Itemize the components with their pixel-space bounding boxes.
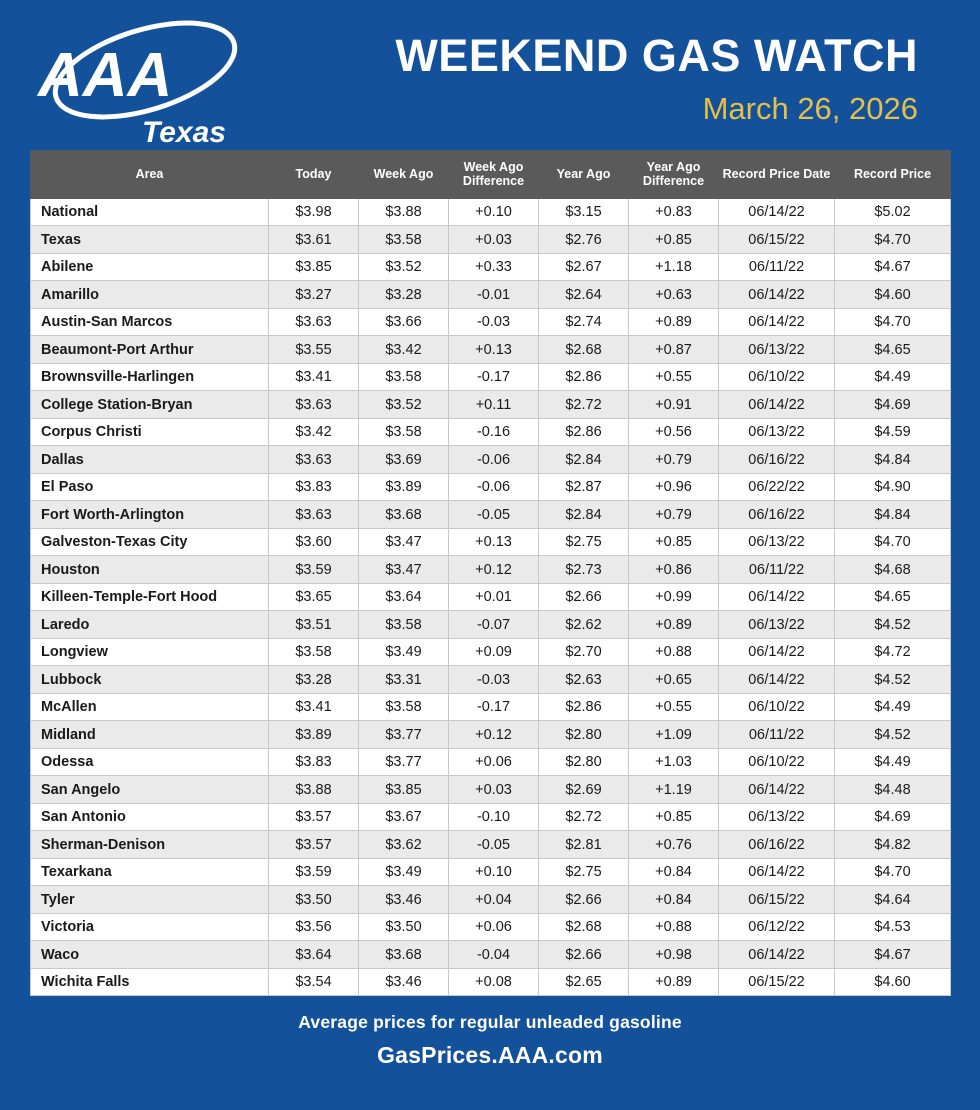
cell-area: El Paso bbox=[31, 473, 269, 501]
table-row bbox=[31, 721, 951, 749]
cell-week-ago: $3.31 bbox=[359, 666, 449, 694]
cell-record-price: $4.53 bbox=[835, 913, 951, 941]
cell-record-price-date: 06/14/22 bbox=[719, 308, 835, 336]
cell-year-ago-difference: +0.84 bbox=[629, 886, 719, 914]
cell-area: Midland bbox=[31, 721, 269, 749]
cell-week-ago-difference: +0.06 bbox=[449, 748, 539, 776]
cell-year-ago-difference: +0.56 bbox=[629, 418, 719, 446]
cell-year-ago-difference: +0.86 bbox=[629, 556, 719, 584]
cell-week-ago: $3.28 bbox=[359, 281, 449, 309]
cell-week-ago-difference: -0.07 bbox=[449, 611, 539, 639]
cell-area: San Antonio bbox=[31, 803, 269, 831]
cell-record-price-date: 06/12/22 bbox=[719, 913, 835, 941]
cell-record-price-date: 06/16/22 bbox=[719, 501, 835, 529]
cell-record-price: $4.64 bbox=[835, 886, 951, 914]
cell-today: $3.89 bbox=[269, 721, 359, 749]
cell-today: $3.88 bbox=[269, 776, 359, 804]
cell-week-ago-difference: -0.05 bbox=[449, 831, 539, 859]
cell-week-ago: $3.47 bbox=[359, 556, 449, 584]
cell-year-ago: $2.64 bbox=[539, 281, 629, 309]
cell-year-ago-difference: +0.91 bbox=[629, 391, 719, 419]
cell-week-ago: $3.58 bbox=[359, 611, 449, 639]
cell-area: Waco bbox=[31, 941, 269, 969]
cell-area: College Station-Bryan bbox=[31, 391, 269, 419]
cell-year-ago: $2.69 bbox=[539, 776, 629, 804]
cell-year-ago: $2.75 bbox=[539, 528, 629, 556]
cell-week-ago-difference: +0.03 bbox=[449, 776, 539, 804]
cell-today: $3.41 bbox=[269, 363, 359, 391]
cell-year-ago-difference: +0.85 bbox=[629, 528, 719, 556]
cell-record-price: $4.49 bbox=[835, 693, 951, 721]
cell-week-ago-difference: -0.17 bbox=[449, 693, 539, 721]
column-header-week-ago: Week Ago bbox=[359, 151, 449, 199]
cell-year-ago: $2.63 bbox=[539, 666, 629, 694]
cell-week-ago-difference: -0.16 bbox=[449, 418, 539, 446]
cell-record-price-date: 06/14/22 bbox=[719, 858, 835, 886]
cell-today: $3.60 bbox=[269, 528, 359, 556]
cell-year-ago: $2.67 bbox=[539, 253, 629, 281]
cell-record-price: $4.84 bbox=[835, 501, 951, 529]
cell-year-ago: $2.87 bbox=[539, 473, 629, 501]
cell-week-ago: $3.66 bbox=[359, 308, 449, 336]
cell-year-ago-difference: +0.83 bbox=[629, 198, 719, 226]
table-row bbox=[31, 308, 951, 336]
svg-text:AAA: AAA bbox=[38, 41, 173, 110]
gas-price-table-wrap bbox=[30, 150, 950, 996]
table-row bbox=[31, 418, 951, 446]
cell-area: National bbox=[31, 198, 269, 226]
cell-today: $3.57 bbox=[269, 803, 359, 831]
table-row bbox=[31, 253, 951, 281]
cell-record-price-date: 06/14/22 bbox=[719, 776, 835, 804]
cell-year-ago-difference: +0.99 bbox=[629, 583, 719, 611]
cell-record-price: $4.60 bbox=[835, 968, 951, 996]
cell-record-price-date: 06/14/22 bbox=[719, 281, 835, 309]
cell-today: $3.42 bbox=[269, 418, 359, 446]
cell-year-ago: $2.80 bbox=[539, 748, 629, 776]
aaa-texas-logo bbox=[30, 18, 280, 148]
cell-today: $3.50 bbox=[269, 886, 359, 914]
cell-area: Killeen-Temple-Fort Hood bbox=[31, 583, 269, 611]
cell-week-ago-difference: +0.12 bbox=[449, 721, 539, 749]
cell-record-price: $4.70 bbox=[835, 858, 951, 886]
cell-year-ago: $2.86 bbox=[539, 363, 629, 391]
cell-year-ago: $2.74 bbox=[539, 308, 629, 336]
cell-today: $3.28 bbox=[269, 666, 359, 694]
cell-today: $3.98 bbox=[269, 198, 359, 226]
cell-year-ago-difference: +0.89 bbox=[629, 968, 719, 996]
column-header-week-ago-difference: Week Ago Difference bbox=[449, 151, 539, 199]
title-block bbox=[280, 18, 950, 127]
table-row bbox=[31, 363, 951, 391]
cell-week-ago: $3.42 bbox=[359, 336, 449, 364]
cell-record-price-date: 06/14/22 bbox=[719, 583, 835, 611]
column-header-year-ago-difference: Year Ago Difference bbox=[629, 151, 719, 199]
cell-year-ago-difference: +0.89 bbox=[629, 611, 719, 639]
cell-year-ago: $2.86 bbox=[539, 693, 629, 721]
column-header-year-ago: Year Ago bbox=[539, 151, 629, 199]
cell-week-ago-difference: +0.10 bbox=[449, 858, 539, 886]
cell-record-price-date: 06/13/22 bbox=[719, 418, 835, 446]
cell-area: Dallas bbox=[31, 446, 269, 474]
cell-year-ago-difference: +0.89 bbox=[629, 308, 719, 336]
cell-year-ago: $2.81 bbox=[539, 831, 629, 859]
cell-year-ago-difference: +0.87 bbox=[629, 336, 719, 364]
cell-area: Amarillo bbox=[31, 281, 269, 309]
cell-record-price-date: 06/14/22 bbox=[719, 198, 835, 226]
cell-record-price: $4.70 bbox=[835, 528, 951, 556]
cell-area: Beaumont-Port Arthur bbox=[31, 336, 269, 364]
cell-year-ago: $2.66 bbox=[539, 583, 629, 611]
cell-today: $3.56 bbox=[269, 913, 359, 941]
cell-year-ago: $2.66 bbox=[539, 886, 629, 914]
cell-area: San Angelo bbox=[31, 776, 269, 804]
table-row bbox=[31, 803, 951, 831]
cell-today: $3.63 bbox=[269, 308, 359, 336]
cell-area: Fort Worth-Arlington bbox=[31, 501, 269, 529]
cell-today: $3.59 bbox=[269, 556, 359, 584]
table-row bbox=[31, 528, 951, 556]
cell-area: Brownsville-Harlingen bbox=[31, 363, 269, 391]
cell-today: $3.65 bbox=[269, 583, 359, 611]
cell-today: $3.83 bbox=[269, 473, 359, 501]
cell-record-price-date: 06/15/22 bbox=[719, 226, 835, 254]
cell-year-ago: $2.72 bbox=[539, 803, 629, 831]
cell-week-ago: $3.58 bbox=[359, 226, 449, 254]
cell-record-price: $4.67 bbox=[835, 253, 951, 281]
table-row bbox=[31, 336, 951, 364]
cell-record-price-date: 06/14/22 bbox=[719, 391, 835, 419]
cell-week-ago: $3.46 bbox=[359, 968, 449, 996]
cell-record-price-date: 06/10/22 bbox=[719, 693, 835, 721]
gas-price-table bbox=[30, 150, 951, 996]
cell-week-ago-difference: +0.11 bbox=[449, 391, 539, 419]
cell-record-price: $4.59 bbox=[835, 418, 951, 446]
cell-week-ago: $3.49 bbox=[359, 858, 449, 886]
cell-area: Victoria bbox=[31, 913, 269, 941]
cell-area: Corpus Christi bbox=[31, 418, 269, 446]
cell-area: McAllen bbox=[31, 693, 269, 721]
cell-year-ago: $2.84 bbox=[539, 501, 629, 529]
cell-year-ago-difference: +0.63 bbox=[629, 281, 719, 309]
cell-year-ago-difference: +0.88 bbox=[629, 913, 719, 941]
cell-record-price: $4.90 bbox=[835, 473, 951, 501]
cell-week-ago: $3.52 bbox=[359, 391, 449, 419]
cell-year-ago: $2.76 bbox=[539, 226, 629, 254]
cell-today: $3.41 bbox=[269, 693, 359, 721]
cell-year-ago-difference: +1.03 bbox=[629, 748, 719, 776]
page-footer bbox=[0, 1012, 980, 1069]
cell-year-ago-difference: +0.85 bbox=[629, 226, 719, 254]
cell-area: Houston bbox=[31, 556, 269, 584]
column-header-area: Area bbox=[31, 151, 269, 199]
cell-record-price: $4.52 bbox=[835, 611, 951, 639]
cell-year-ago: $2.80 bbox=[539, 721, 629, 749]
cell-record-price-date: 06/11/22 bbox=[719, 721, 835, 749]
table-header bbox=[31, 151, 951, 199]
table-row bbox=[31, 446, 951, 474]
cell-area: Sherman-Denison bbox=[31, 831, 269, 859]
cell-year-ago: $2.70 bbox=[539, 638, 629, 666]
cell-today: $3.58 bbox=[269, 638, 359, 666]
cell-today: $3.83 bbox=[269, 748, 359, 776]
cell-year-ago: $2.72 bbox=[539, 391, 629, 419]
column-header-today: Today bbox=[269, 151, 359, 199]
cell-record-price-date: 06/10/22 bbox=[719, 363, 835, 391]
cell-week-ago-difference: +0.08 bbox=[449, 968, 539, 996]
cell-record-price: $4.84 bbox=[835, 446, 951, 474]
table-row bbox=[31, 226, 951, 254]
cell-record-price-date: 06/15/22 bbox=[719, 968, 835, 996]
cell-week-ago: $3.67 bbox=[359, 803, 449, 831]
table-row bbox=[31, 638, 951, 666]
cell-year-ago-difference: +0.85 bbox=[629, 803, 719, 831]
cell-week-ago-difference: +0.13 bbox=[449, 336, 539, 364]
cell-today: $3.63 bbox=[269, 446, 359, 474]
cell-area: Texarkana bbox=[31, 858, 269, 886]
cell-year-ago: $2.86 bbox=[539, 418, 629, 446]
cell-today: $3.61 bbox=[269, 226, 359, 254]
footer-note: Average prices for regular unleaded gasoline bbox=[298, 1012, 682, 1033]
table-row bbox=[31, 886, 951, 914]
cell-area: Laredo bbox=[31, 611, 269, 639]
cell-area: Tyler bbox=[31, 886, 269, 914]
cell-week-ago-difference: -0.03 bbox=[449, 666, 539, 694]
cell-year-ago: $2.66 bbox=[539, 941, 629, 969]
cell-week-ago: $3.68 bbox=[359, 941, 449, 969]
cell-area: Wichita Falls bbox=[31, 968, 269, 996]
cell-record-price: $4.52 bbox=[835, 721, 951, 749]
cell-record-price-date: 06/11/22 bbox=[719, 253, 835, 281]
cell-record-price-date: 06/13/22 bbox=[719, 336, 835, 364]
cell-today: $3.54 bbox=[269, 968, 359, 996]
cell-area: Galveston-Texas City bbox=[31, 528, 269, 556]
cell-year-ago-difference: +0.55 bbox=[629, 693, 719, 721]
cell-week-ago: $3.88 bbox=[359, 198, 449, 226]
cell-week-ago: $3.49 bbox=[359, 638, 449, 666]
cell-week-ago-difference: -0.06 bbox=[449, 446, 539, 474]
cell-today: $3.85 bbox=[269, 253, 359, 281]
cell-record-price: $5.02 bbox=[835, 198, 951, 226]
cell-area: Odessa bbox=[31, 748, 269, 776]
cell-year-ago: $2.75 bbox=[539, 858, 629, 886]
cell-record-price: $4.49 bbox=[835, 363, 951, 391]
table-row bbox=[31, 858, 951, 886]
footer-website: GasPrices.AAA.com bbox=[377, 1042, 603, 1069]
cell-record-price: $4.69 bbox=[835, 803, 951, 831]
table-header-row bbox=[31, 151, 951, 199]
cell-year-ago-difference: +0.79 bbox=[629, 501, 719, 529]
cell-year-ago: $2.62 bbox=[539, 611, 629, 639]
cell-week-ago: $3.58 bbox=[359, 693, 449, 721]
cell-record-price-date: 06/14/22 bbox=[719, 638, 835, 666]
table-row bbox=[31, 748, 951, 776]
column-header-record-price: Record Price bbox=[835, 151, 951, 199]
table-row bbox=[31, 391, 951, 419]
table-row bbox=[31, 611, 951, 639]
cell-record-price: $4.72 bbox=[835, 638, 951, 666]
cell-week-ago-difference: +0.03 bbox=[449, 226, 539, 254]
cell-year-ago: $2.65 bbox=[539, 968, 629, 996]
cell-record-price: $4.48 bbox=[835, 776, 951, 804]
cell-week-ago-difference: -0.04 bbox=[449, 941, 539, 969]
cell-year-ago: $2.84 bbox=[539, 446, 629, 474]
cell-week-ago-difference: +0.33 bbox=[449, 253, 539, 281]
table-row bbox=[31, 968, 951, 996]
cell-year-ago-difference: +0.88 bbox=[629, 638, 719, 666]
cell-week-ago: $3.46 bbox=[359, 886, 449, 914]
cell-today: $3.63 bbox=[269, 501, 359, 529]
cell-week-ago-difference: +0.04 bbox=[449, 886, 539, 914]
cell-week-ago: $3.89 bbox=[359, 473, 449, 501]
cell-week-ago: $3.50 bbox=[359, 913, 449, 941]
cell-week-ago: $3.77 bbox=[359, 748, 449, 776]
cell-year-ago-difference: +0.55 bbox=[629, 363, 719, 391]
cell-year-ago: $3.15 bbox=[539, 198, 629, 226]
cell-record-price-date: 06/14/22 bbox=[719, 666, 835, 694]
table-row bbox=[31, 501, 951, 529]
page-header bbox=[0, 0, 980, 150]
cell-week-ago-difference: -0.06 bbox=[449, 473, 539, 501]
cell-record-price-date: 06/15/22 bbox=[719, 886, 835, 914]
table-row bbox=[31, 583, 951, 611]
cell-today: $3.51 bbox=[269, 611, 359, 639]
cell-year-ago-difference: +1.09 bbox=[629, 721, 719, 749]
cell-today: $3.59 bbox=[269, 858, 359, 886]
cell-today: $3.55 bbox=[269, 336, 359, 364]
table-row bbox=[31, 831, 951, 859]
cell-week-ago-difference: -0.10 bbox=[449, 803, 539, 831]
cell-year-ago-difference: +0.98 bbox=[629, 941, 719, 969]
table-row bbox=[31, 776, 951, 804]
page-title: WEEKEND GAS WATCH bbox=[395, 30, 918, 81]
table-row bbox=[31, 556, 951, 584]
cell-year-ago: $2.68 bbox=[539, 913, 629, 941]
table-body bbox=[31, 198, 951, 996]
cell-today: $3.63 bbox=[269, 391, 359, 419]
table-row bbox=[31, 198, 951, 226]
cell-week-ago-difference: -0.03 bbox=[449, 308, 539, 336]
cell-area: Lubbock bbox=[31, 666, 269, 694]
cell-area: Longview bbox=[31, 638, 269, 666]
cell-record-price: $4.49 bbox=[835, 748, 951, 776]
table-row bbox=[31, 913, 951, 941]
cell-today: $3.64 bbox=[269, 941, 359, 969]
cell-record-price-date: 06/22/22 bbox=[719, 473, 835, 501]
table-row bbox=[31, 473, 951, 501]
cell-record-price-date: 06/16/22 bbox=[719, 831, 835, 859]
cell-record-price-date: 06/10/22 bbox=[719, 748, 835, 776]
cell-week-ago-difference: +0.09 bbox=[449, 638, 539, 666]
cell-today: $3.57 bbox=[269, 831, 359, 859]
cell-area: Austin-San Marcos bbox=[31, 308, 269, 336]
cell-record-price: $4.70 bbox=[835, 308, 951, 336]
cell-record-price: $4.65 bbox=[835, 336, 951, 364]
cell-year-ago-difference: +0.65 bbox=[629, 666, 719, 694]
report-date: March 26, 2026 bbox=[702, 91, 918, 127]
cell-today: $3.27 bbox=[269, 281, 359, 309]
cell-week-ago-difference: -0.01 bbox=[449, 281, 539, 309]
cell-record-price: $4.82 bbox=[835, 831, 951, 859]
cell-year-ago-difference: +0.84 bbox=[629, 858, 719, 886]
cell-record-price: $4.70 bbox=[835, 226, 951, 254]
cell-area: Texas bbox=[31, 226, 269, 254]
cell-week-ago: $3.77 bbox=[359, 721, 449, 749]
cell-week-ago: $3.62 bbox=[359, 831, 449, 859]
cell-record-price: $4.65 bbox=[835, 583, 951, 611]
cell-year-ago: $2.68 bbox=[539, 336, 629, 364]
cell-record-price: $4.52 bbox=[835, 666, 951, 694]
table-row bbox=[31, 666, 951, 694]
cell-week-ago: $3.64 bbox=[359, 583, 449, 611]
cell-week-ago-difference: +0.12 bbox=[449, 556, 539, 584]
cell-week-ago: $3.52 bbox=[359, 253, 449, 281]
cell-record-price: $4.67 bbox=[835, 941, 951, 969]
cell-year-ago: $2.73 bbox=[539, 556, 629, 584]
cell-week-ago-difference: +0.06 bbox=[449, 913, 539, 941]
cell-record-price-date: 06/11/22 bbox=[719, 556, 835, 584]
table-row bbox=[31, 941, 951, 969]
cell-week-ago: $3.85 bbox=[359, 776, 449, 804]
cell-year-ago-difference: +1.19 bbox=[629, 776, 719, 804]
cell-week-ago: $3.69 bbox=[359, 446, 449, 474]
cell-week-ago-difference: +0.10 bbox=[449, 198, 539, 226]
table-row bbox=[31, 281, 951, 309]
cell-week-ago: $3.58 bbox=[359, 418, 449, 446]
cell-record-price-date: 06/14/22 bbox=[719, 941, 835, 969]
cell-record-price-date: 06/13/22 bbox=[719, 611, 835, 639]
cell-week-ago-difference: +0.13 bbox=[449, 528, 539, 556]
cell-record-price: $4.60 bbox=[835, 281, 951, 309]
cell-week-ago-difference: -0.05 bbox=[449, 501, 539, 529]
cell-year-ago-difference: +0.79 bbox=[629, 446, 719, 474]
cell-record-price-date: 06/16/22 bbox=[719, 446, 835, 474]
cell-record-price-date: 06/13/22 bbox=[719, 803, 835, 831]
cell-year-ago-difference: +1.18 bbox=[629, 253, 719, 281]
cell-area: Abilene bbox=[31, 253, 269, 281]
cell-year-ago-difference: +0.96 bbox=[629, 473, 719, 501]
cell-week-ago: $3.47 bbox=[359, 528, 449, 556]
cell-record-price: $4.69 bbox=[835, 391, 951, 419]
cell-week-ago: $3.58 bbox=[359, 363, 449, 391]
table-row bbox=[31, 693, 951, 721]
cell-year-ago-difference: +0.76 bbox=[629, 831, 719, 859]
cell-week-ago: $3.68 bbox=[359, 501, 449, 529]
column-header-record-price-date: Record Price Date bbox=[719, 151, 835, 199]
cell-week-ago-difference: -0.17 bbox=[449, 363, 539, 391]
cell-week-ago-difference: +0.01 bbox=[449, 583, 539, 611]
logo-texas-label: Texas bbox=[142, 116, 226, 149]
cell-record-price-date: 06/13/22 bbox=[719, 528, 835, 556]
cell-record-price: $4.68 bbox=[835, 556, 951, 584]
